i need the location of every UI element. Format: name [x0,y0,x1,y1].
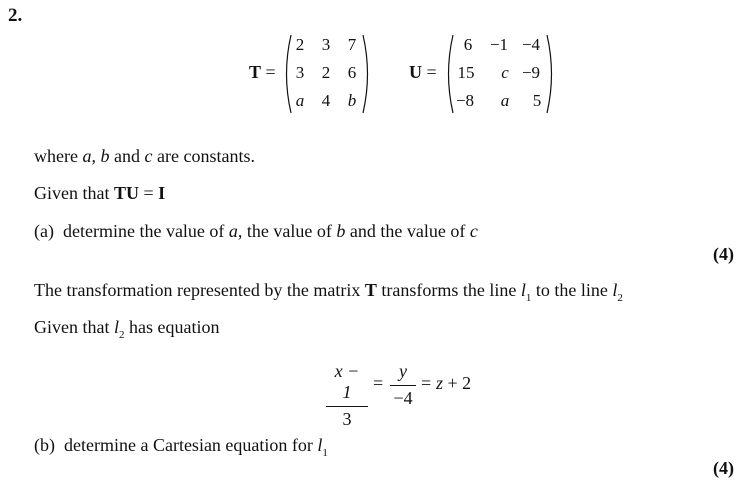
matrix-t-symbol: T [249,62,262,82]
part-a-marks: (4) [713,244,734,264]
constants-statement: where a, b and c are constants. [34,146,255,166]
equals-sign: = [421,373,432,393]
matrix-u [444,34,556,114]
given-line-statement: Given that $l_2$ has equation [34,317,220,341]
matrix-u-cell: −9 [521,63,541,82]
part-b-marks: (4) [713,458,734,478]
equals-sign: = [373,373,384,393]
matrix-t-cell: a [295,91,305,110]
matrix-t-cell: 6 [347,63,357,82]
matrix-u-cell: 6 [463,35,473,54]
matrix-t-cell: 4 [321,91,331,110]
fraction-y-numerator: y [399,361,407,381]
matrix-u-cell: 15 [457,63,475,82]
matrix-t-equals: = [265,62,276,82]
fraction-y [390,361,416,409]
part-b: (b) determine a Cartesian equation for $l_1$ [34,435,328,459]
matrix-t [282,34,372,114]
fraction-y-denominator: −4 [393,388,413,408]
matrix-u-cell: −4 [521,35,541,54]
matrix-t-label [249,62,276,83]
matrix-u-cell: c [501,63,509,82]
matrix-t-cell: b [347,91,357,110]
matrix-u-cell: a [500,91,510,110]
given-condition: Given that TU = I [34,183,166,203]
matrix-t-cell: 3 [295,63,305,82]
matrix-u-cell: −1 [489,35,509,54]
fraction-x [326,361,368,430]
matrix-u-cell: −8 [455,91,475,110]
transformation-statement: The transformation represented by the matrix T transforms the line $l_1$ to the line $l_2$ [34,280,623,304]
matrix-u-cell: 5 [532,91,542,110]
part-a: (a) determine the value of a, the value of b and the value of c [34,221,478,241]
matrix-t-cell: 3 [321,35,331,54]
matrix-u-equals: = [426,62,437,82]
fraction-x-numerator: x − 1 [334,361,360,402]
equation-rhs: z + 2 [436,373,472,393]
question-number: 2. [8,5,23,26]
matrix-u-symbol: U [409,62,422,82]
matrix-t-cell: 2 [321,63,331,82]
part-b-label: (b) [34,435,55,455]
matrix-t-cell: 7 [347,35,357,54]
matrix-t-cell: 2 [295,35,305,54]
matrix-u-label [409,62,437,83]
fraction-x-denominator: 3 [342,409,352,429]
part-a-label: (a) [34,221,54,241]
